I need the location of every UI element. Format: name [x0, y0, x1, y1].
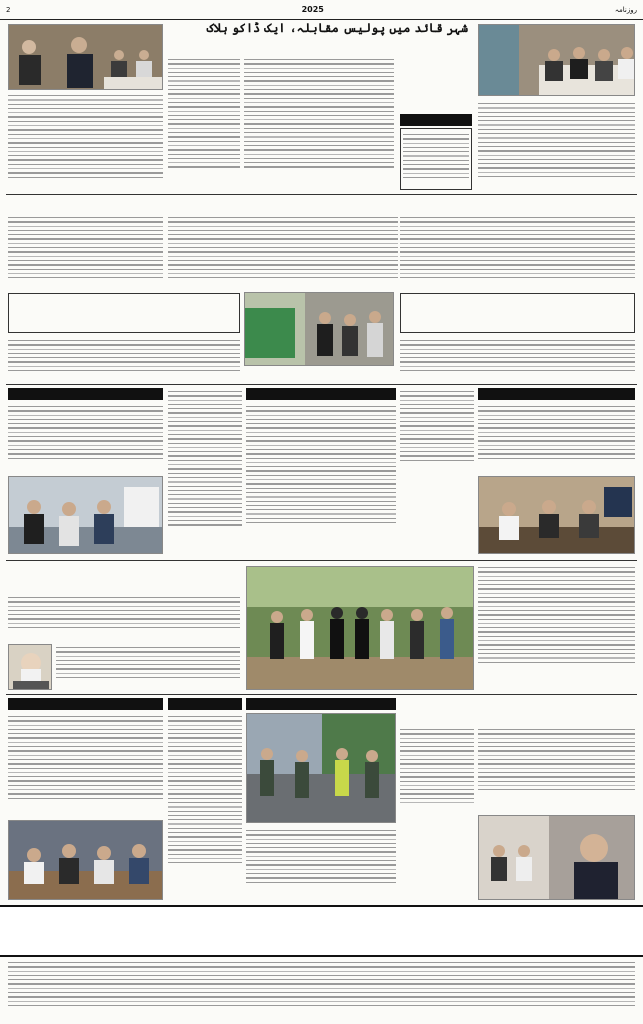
headline-row5-left: [8, 564, 240, 590]
masthead: [0, 0, 643, 20]
photo-mall-visit: [8, 476, 163, 554]
headline-row2-left: [8, 197, 163, 211]
text-row4-a: [8, 403, 163, 473]
photo-meeting-top-left: [8, 24, 163, 90]
photo-group-meeting-left: [8, 820, 163, 900]
text-row6-d: [400, 726, 474, 826]
official-illustration: [479, 816, 635, 900]
text-row5-left-b: [56, 644, 240, 690]
divider-1: [6, 194, 637, 195]
text-row4-c: [246, 403, 396, 553]
footer-text-area: [0, 953, 643, 1024]
text-row5-left: [8, 594, 240, 640]
bottom-banner-headline: [0, 905, 643, 957]
text-row6-b: [168, 713, 242, 898]
subhead-top-center: [168, 40, 468, 52]
event-illustration: [245, 293, 394, 366]
row6-label-c: [246, 698, 396, 710]
text-row5-right: [478, 564, 635, 686]
photo-office-meeting: [478, 476, 635, 554]
photo-portrait-elder: [8, 644, 52, 690]
headline-top-center: شہر قائد میں پولیس مقابلہ، ایک ڈاکو ہلاک: [206, 22, 468, 35]
mall-illustration: [9, 477, 163, 554]
headline-row2-right: [400, 197, 635, 211]
divider-2: [6, 384, 637, 385]
text-row4-b: [168, 388, 242, 558]
text-row2-c: [400, 214, 635, 290]
plantation-illustration: [247, 567, 474, 690]
group-meeting-illustration: [9, 821, 163, 900]
text-col-top-1: [8, 92, 163, 192]
text-col-top-4: [400, 128, 472, 190]
photo-police-road: [246, 713, 396, 823]
headline-big-left: [8, 293, 240, 333]
text-row3-b: [400, 337, 635, 383]
conference-illustration: [479, 25, 635, 96]
divider-4: [6, 694, 637, 695]
footer-text-block: [8, 959, 635, 1019]
headline-big-right: [400, 293, 635, 333]
text-col-top-2: [168, 56, 240, 191]
photo-meeting-top-right: [478, 24, 635, 96]
text-row6-f: [246, 827, 396, 899]
text-row4-d: [400, 388, 474, 482]
photo-tree-plantation: [246, 566, 474, 690]
text-row2-b: [168, 214, 398, 290]
page-number: 2: [6, 5, 11, 14]
text-row3-a: [8, 337, 240, 383]
text-row6-a: [8, 713, 163, 817]
divider-3: [6, 560, 637, 561]
meeting-illustration: [9, 25, 163, 90]
headline-row2-center: [168, 197, 398, 211]
text-row4-e: [478, 403, 635, 473]
text-row6-e: [478, 726, 635, 812]
date-line: 2025: [301, 5, 324, 14]
row6-label-b: [168, 698, 242, 710]
text-col-top-5: [478, 100, 635, 192]
headline-row6-right: [400, 698, 635, 722]
office-illustration: [479, 477, 635, 554]
row6-label-a: [8, 698, 163, 710]
photo-official-portrait: [478, 815, 635, 900]
row4-label-b: [246, 388, 396, 400]
paper-name: روزنامہ: [614, 5, 637, 14]
row4-label-a: [8, 388, 163, 400]
police-illustration: [247, 714, 396, 823]
text-row2-a: [8, 214, 163, 290]
text-col-top-3: [244, 56, 394, 191]
row4-label-c: [478, 388, 635, 400]
portrait-illustration: [9, 645, 52, 690]
photo-event-center: [244, 292, 394, 366]
column-header-box: [400, 114, 472, 126]
